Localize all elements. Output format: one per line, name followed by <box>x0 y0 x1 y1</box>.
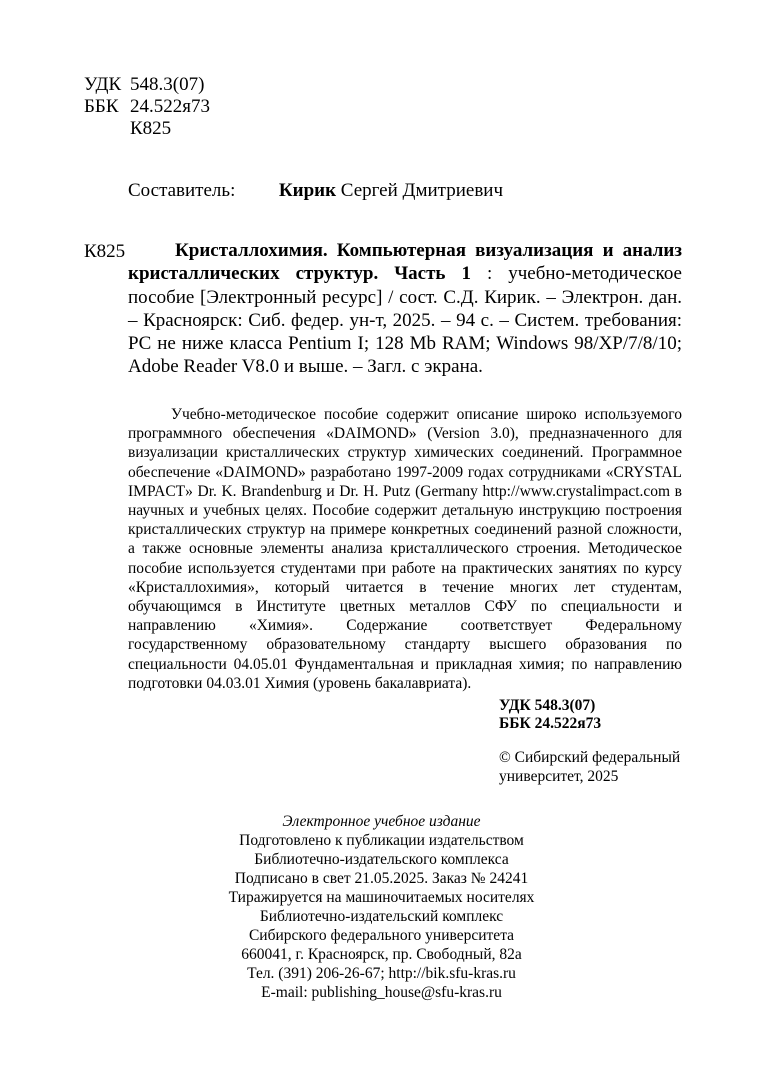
bbk-line <box>84 96 210 118</box>
udk-value: 548.3(07) <box>130 74 205 95</box>
udk-label: УДК <box>84 74 122 95</box>
edition-type: Электронное учебное издание <box>282 813 481 830</box>
udk-line <box>84 74 205 96</box>
author-code: К825 <box>130 118 172 139</box>
biblio-title: Кристаллохимия. Компьютерная визуализация и анализ кристаллических структур. Часть 1 <box>128 240 682 285</box>
abstract-paragraph: Учебно-методическое пособие содержит описание широко используемого программного обеспечения «DAIMOND» (Version 3.0), предназначенного для визуализации кристаллических структур химических соединений. Программное обеспечение «DAIMOND» разработано 1997-2009 годах сотрудниками «CRYSTAL IMPACT» Dr. K. Brandenburg и Dr. H. Putz (Germany http://www.crystalimpact.com в научных и учебных целях. Пособие содержит детальную инструкцию построения кристаллических структур на примере конкретных соединений разной сложности, а также основные элементы анализа кристаллического строения. Методическое пособие используется студентами при работе на практических занятиях по курсу «Кристаллохимия», который читается в течение многих лет студентам, обучающимся в Институте цветных металлов СФУ по специальности и направлению «Химия». Содержание соответствует Федеральному государственному образовательному стандарту высшего образования по специальности 04.05.01 Фундаментальная и прикладная химия; по направлению подготовки 04.03.01 Химия (уровень бакалавриата). <box>128 406 682 692</box>
imprint-line: Подготовлено к публикации издательством <box>239 832 524 849</box>
biblio-code: К825 <box>84 241 126 262</box>
compiler-label: Составитель: <box>128 180 236 201</box>
imprint-line: Библиотечно-издательского комплекса <box>254 851 509 868</box>
biblio-description: : учебно-методическое пособие [Электронный ресурс] / сост. С.Д. Кирик. – Электрон. дан. – Красноярск: Сиб. федер. ун-т, 2025. – 94 с. – Систем. требования: PC не ниже класса Pentium I; 128 Mb RAM; Windows 98/XP/7/8/10; Adobe Reader V8.0 и выше. – Загл. с экрана. <box>128 263 682 378</box>
compiler-given-names: Сергей Дмитриевич <box>340 180 504 201</box>
bbk-label: ББК <box>84 96 119 117</box>
stamp-bbk: ББК 24.522я73 <box>499 715 602 732</box>
imprint-line: Тел. (391) 206-26-67; http://bik.sfu-kras.ru <box>247 965 516 982</box>
copyright-line-1: © Сибирский федеральный <box>499 749 681 766</box>
compiler-surname: Кирик <box>278 180 337 201</box>
imprint-line: Подписано в свет 21.05.2025. Заказ № 24241 <box>234 870 529 887</box>
imprint-line: Тиражируется на машиночитаемых носителях <box>228 889 535 906</box>
classification-block <box>84 74 284 144</box>
stamp-udk: УДК 548.3(07) <box>499 697 596 714</box>
imprint-line: E-mail: publishing_house@sfu-kras.ru <box>261 984 502 1001</box>
imprint-block <box>0 812 763 1002</box>
classification-stamp <box>499 697 601 733</box>
imprint-line: 660041, г. Красноярск, пр. Свободный, 82а <box>241 946 522 963</box>
bbk-value: 24.522я73 <box>130 96 210 117</box>
imprint-line: Сибирского федерального университета <box>248 927 515 944</box>
imprint-line: Библиотечно-издательский комплекс <box>259 908 504 925</box>
compiler-line <box>128 180 503 202</box>
copyright-line-2: университет, 2025 <box>499 768 619 785</box>
biblio-record <box>128 239 682 379</box>
copyright-notice <box>499 748 680 786</box>
